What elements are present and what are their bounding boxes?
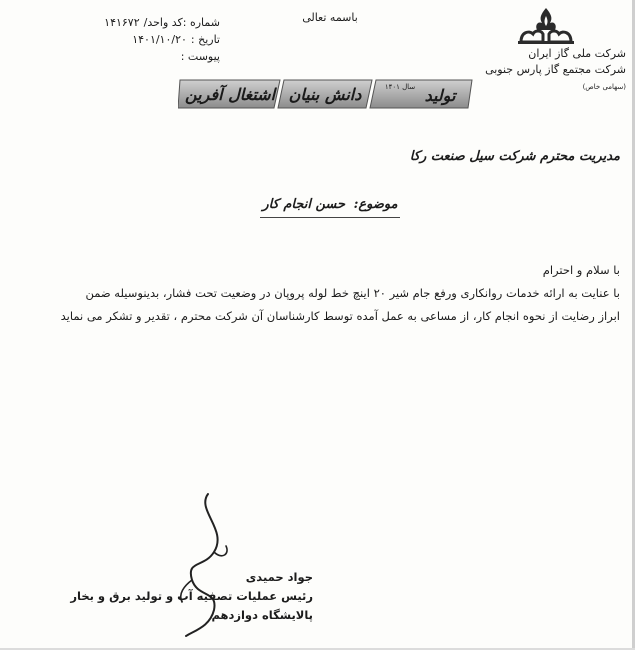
reference-attachment-label: پیوست :	[180, 50, 220, 63]
company-name-secondary-text: شرکت مجتمع گاز پارس جنوبی	[485, 63, 626, 76]
slogan-part1: تولید	[424, 86, 456, 105]
company-name-primary: شرکت ملی گاز ایران	[528, 47, 626, 60]
slogan-part3: اشتغال آفرین	[184, 85, 276, 104]
subject-label: موضوع:	[353, 197, 398, 212]
signatory-unit: پالایشگاه دوازدهم	[211, 608, 313, 622]
slogan-year-mark: سال ۱۴۰۱	[384, 83, 416, 91]
slogan-part2: دانش بنیان	[288, 85, 362, 104]
letter-body	[18, 259, 620, 328]
signatory-name: جواد حمیدی	[245, 570, 313, 584]
subject-value: حسن انجام کار	[262, 197, 346, 212]
reference-date-label: تاریخ :	[190, 33, 220, 46]
reference-number-label: شماره :کد واحد/	[143, 16, 220, 29]
body-greeting: با سلام و احترام	[542, 263, 620, 277]
body-line-2: ابراز رضایت از نحوه انجام کار، از مساعی به عمل آمده توسط کارشناسان آن شرکت محترم ، تقدیر و تشکر می نماید	[60, 309, 620, 323]
subject-line	[230, 197, 430, 212]
reference-number-row	[70, 14, 220, 31]
year-slogan-banner	[178, 74, 474, 112]
reference-number-value: ۱۴۱۶۷۲	[104, 16, 140, 29]
nigc-flame-logo-icon	[515, 6, 577, 46]
company-header	[470, 46, 626, 95]
company-type-note: (سهامی خاص)	[582, 83, 626, 91]
subject-underline	[260, 217, 400, 218]
signatory-title: رئیس عملیات تصفیه آب و تولید برق و بخار	[70, 589, 313, 603]
reference-block	[70, 14, 220, 65]
company-name-secondary	[470, 62, 626, 95]
bismillah-heading: باسمه تعالی	[302, 11, 358, 24]
reference-attachment-row	[70, 48, 220, 65]
reference-date-value: ۱۴۰۱/۱۰/۲۰	[132, 33, 187, 46]
signatory-block	[70, 568, 313, 625]
reference-date-row	[70, 31, 220, 48]
body-line-1: با عنایت به ارائه خدمات روانکاری ورفع جام شیر ۲۰ اینچ خط لوله پروپان در وضعیت تحت فشار، بدینوسیله ضمن	[85, 286, 620, 300]
addressee-line: مدیریت محترم شرکت سیل صنعت رکا	[409, 149, 620, 164]
